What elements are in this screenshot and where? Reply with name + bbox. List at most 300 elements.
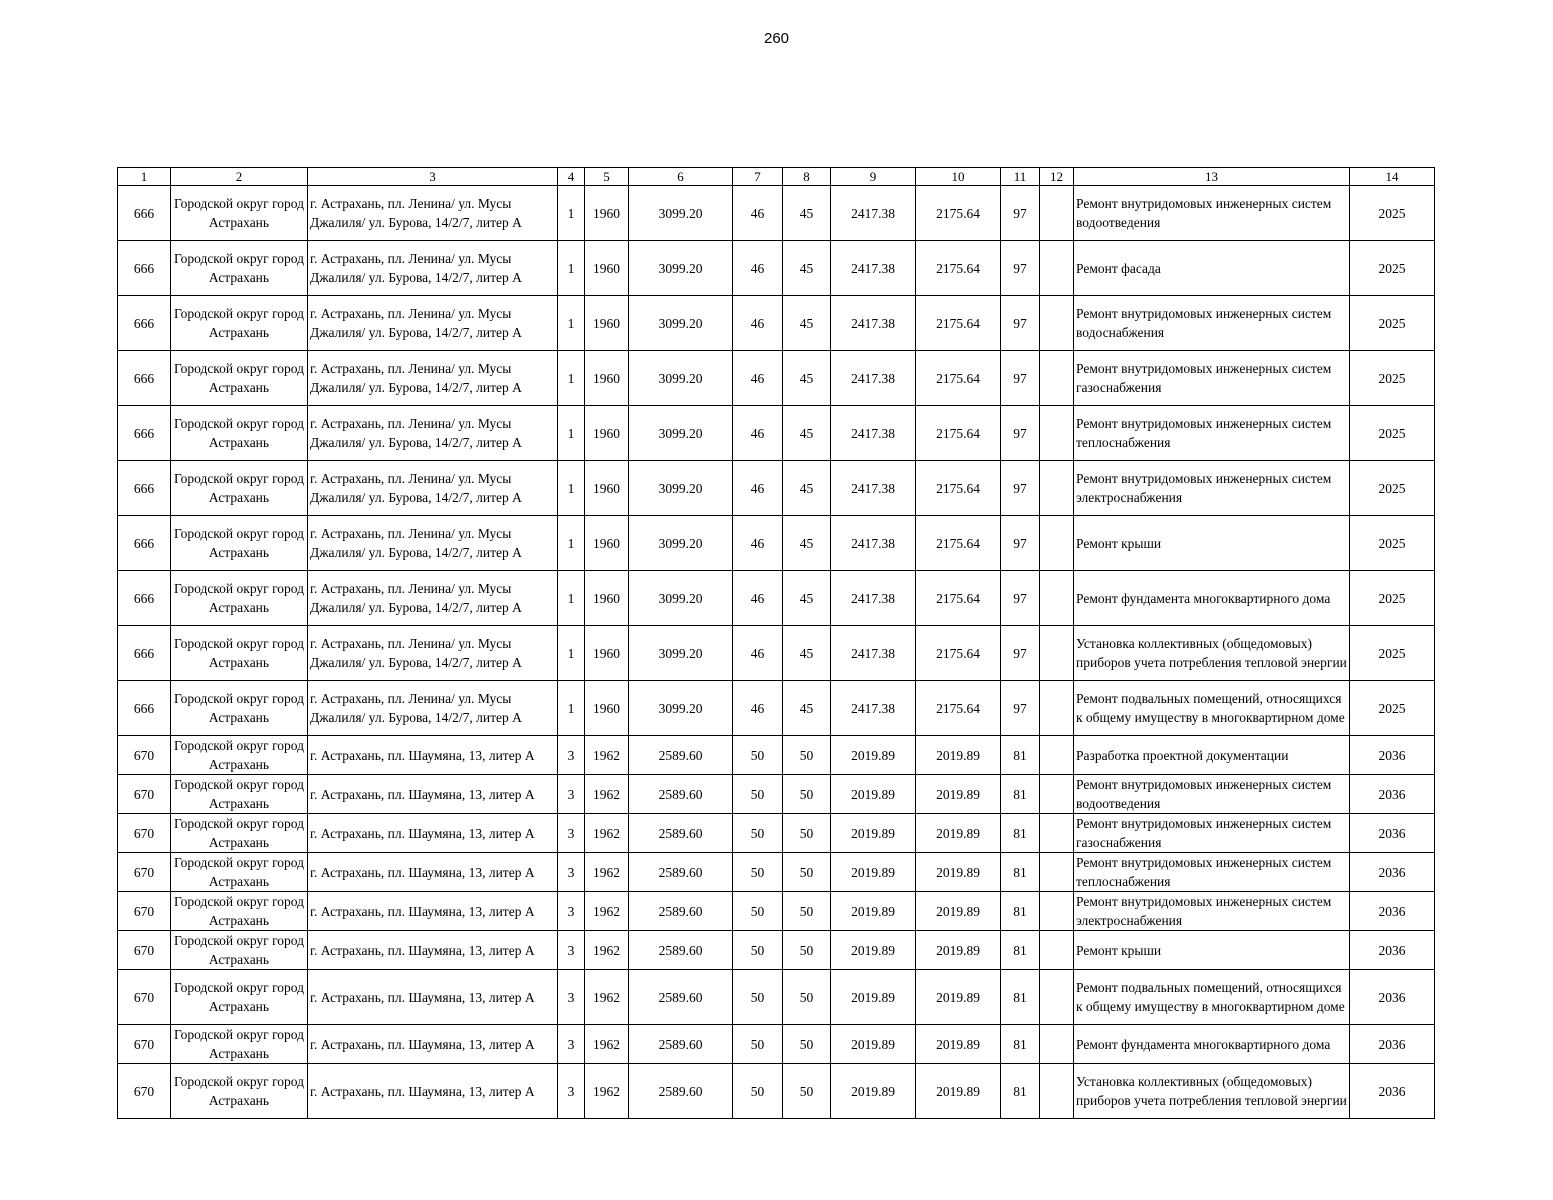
cell-col-10: 2175.64 <box>916 406 1001 461</box>
column-header-11: 11 <box>1001 168 1040 186</box>
cell-total-area: 3099.20 <box>629 296 733 351</box>
cell-col-8: 50 <box>783 1064 831 1119</box>
cell-record-number: 666 <box>118 296 171 351</box>
cell-col-7: 46 <box>733 351 783 406</box>
cell-col-9: 2417.38 <box>831 241 916 296</box>
cell-col-4: 3 <box>558 853 585 892</box>
cell-col-8: 45 <box>783 186 831 241</box>
cell-col-9: 2417.38 <box>831 571 916 626</box>
table-row <box>118 970 1435 1025</box>
cell-col-4: 3 <box>558 736 585 775</box>
cell-year-built: 1962 <box>585 1064 629 1119</box>
cell-record-number: 666 <box>118 186 171 241</box>
cell-col-4: 1 <box>558 626 585 681</box>
cell-planned-year: 2025 <box>1350 461 1435 516</box>
cell-year-built: 1960 <box>585 186 629 241</box>
page-number: 260 <box>763 30 790 47</box>
column-header-2: 2 <box>171 168 308 186</box>
cell-work-type: Ремонт крыши <box>1074 516 1350 571</box>
cell-municipality: Городской округ город Астрахань <box>171 571 308 626</box>
cell-planned-year: 2036 <box>1350 736 1435 775</box>
cell-col-9: 2417.38 <box>831 186 916 241</box>
cell-total-area: 3099.20 <box>629 681 733 736</box>
table-row <box>118 186 1435 241</box>
table-row <box>118 296 1435 351</box>
cell-col-7: 46 <box>733 186 783 241</box>
cell-col-7: 50 <box>733 1064 783 1119</box>
cell-col-10: 2019.89 <box>916 853 1001 892</box>
cell-municipality: Городской округ город Астрахань <box>171 516 308 571</box>
cell-year-built: 1962 <box>585 892 629 931</box>
cell-col-9: 2019.89 <box>831 931 916 970</box>
cell-col-8: 45 <box>783 626 831 681</box>
cell-col-8: 50 <box>783 1025 831 1064</box>
cell-record-number: 670 <box>118 775 171 814</box>
cell-address: г. Астрахань, пл. Шаумяна, 13, литер А <box>308 931 558 970</box>
cell-total-area: 3099.20 <box>629 571 733 626</box>
cell-col-4: 3 <box>558 931 585 970</box>
cell-total-area: 2589.60 <box>629 931 733 970</box>
cell-municipality: Городской округ город Астрахань <box>171 853 308 892</box>
cell-year-built: 1960 <box>585 296 629 351</box>
cell-work-type: Ремонт фундамента многоквартирного дома <box>1074 571 1350 626</box>
cell-work-type: Ремонт внутридомовых инженерных систем газоснабжения <box>1074 351 1350 406</box>
cell-col-7: 50 <box>733 1025 783 1064</box>
cell-year-built: 1962 <box>585 1025 629 1064</box>
cell-work-type: Ремонт фундамента многоквартирного дома <box>1074 1025 1350 1064</box>
cell-record-number: 670 <box>118 931 171 970</box>
cell-col-11: 97 <box>1001 571 1040 626</box>
cell-record-number: 666 <box>118 241 171 296</box>
cell-col-8: 45 <box>783 296 831 351</box>
cell-total-area: 3099.20 <box>629 186 733 241</box>
cell-work-type: Ремонт крыши <box>1074 931 1350 970</box>
cell-col-7: 50 <box>733 736 783 775</box>
cell-address: г. Астрахань, пл. Ленина/ ул. Мусы Джалиля/ ул. Бурова, 14/2/7, литер А <box>308 571 558 626</box>
cell-col-11: 97 <box>1001 241 1040 296</box>
table-row <box>118 516 1435 571</box>
cell-record-number: 670 <box>118 970 171 1025</box>
table-row <box>118 406 1435 461</box>
cell-col-7: 46 <box>733 241 783 296</box>
cell-year-built: 1962 <box>585 853 629 892</box>
cell-planned-year: 2036 <box>1350 892 1435 931</box>
cell-work-type: Ремонт фасада <box>1074 241 1350 296</box>
cell-address: г. Астрахань, пл. Ленина/ ул. Мусы Джалиля/ ул. Бурова, 14/2/7, литер А <box>308 406 558 461</box>
table-row <box>118 626 1435 681</box>
cell-col-7: 46 <box>733 406 783 461</box>
cell-col-11: 97 <box>1001 351 1040 406</box>
cell-col-12 <box>1040 853 1074 892</box>
cell-year-built: 1962 <box>585 970 629 1025</box>
cell-address: г. Астрахань, пл. Ленина/ ул. Мусы Джалиля/ ул. Бурова, 14/2/7, литер А <box>308 186 558 241</box>
cell-col-7: 46 <box>733 681 783 736</box>
cell-col-10: 2175.64 <box>916 681 1001 736</box>
cell-planned-year: 2025 <box>1350 186 1435 241</box>
column-header-14: 14 <box>1350 168 1435 186</box>
cell-planned-year: 2025 <box>1350 626 1435 681</box>
cell-municipality: Городской округ город Астрахань <box>171 296 308 351</box>
cell-municipality: Городской округ город Астрахань <box>171 814 308 853</box>
cell-col-4: 3 <box>558 970 585 1025</box>
cell-col-4: 1 <box>558 406 585 461</box>
cell-year-built: 1960 <box>585 241 629 296</box>
cell-col-8: 50 <box>783 814 831 853</box>
cell-work-type: Ремонт внутридомовых инженерных систем электроснабжения <box>1074 461 1350 516</box>
cell-municipality: Городской округ город Астрахань <box>171 626 308 681</box>
cell-work-type: Ремонт внутридомовых инженерных систем водоснабжения <box>1074 296 1350 351</box>
cell-total-area: 2589.60 <box>629 853 733 892</box>
cell-col-7: 46 <box>733 516 783 571</box>
cell-col-10: 2175.64 <box>916 186 1001 241</box>
cell-address: г. Астрахань, пл. Ленина/ ул. Мусы Джалиля/ ул. Бурова, 14/2/7, литер А <box>308 296 558 351</box>
cell-planned-year: 2036 <box>1350 970 1435 1025</box>
cell-work-type: Ремонт внутридомовых инженерных систем теплоснабжения <box>1074 406 1350 461</box>
cell-col-11: 97 <box>1001 516 1040 571</box>
cell-col-10: 2175.64 <box>916 516 1001 571</box>
cell-col-7: 50 <box>733 970 783 1025</box>
cell-planned-year: 2025 <box>1350 296 1435 351</box>
cell-work-type: Ремонт внутридомовых инженерных систем водоотведения <box>1074 775 1350 814</box>
cell-record-number: 666 <box>118 406 171 461</box>
column-header-9: 9 <box>831 168 916 186</box>
cell-planned-year: 2036 <box>1350 853 1435 892</box>
cell-col-11: 81 <box>1001 1025 1040 1064</box>
cell-col-12 <box>1040 1025 1074 1064</box>
cell-col-10: 2019.89 <box>916 970 1001 1025</box>
table-row <box>118 241 1435 296</box>
cell-municipality: Городской округ город Астрахань <box>171 681 308 736</box>
cell-col-8: 50 <box>783 853 831 892</box>
cell-col-10: 2019.89 <box>916 1025 1001 1064</box>
cell-col-12 <box>1040 931 1074 970</box>
table-row <box>118 1064 1435 1119</box>
cell-col-12 <box>1040 775 1074 814</box>
cell-planned-year: 2036 <box>1350 814 1435 853</box>
cell-year-built: 1962 <box>585 814 629 853</box>
table-row <box>118 571 1435 626</box>
cell-record-number: 666 <box>118 351 171 406</box>
column-header-8: 8 <box>783 168 831 186</box>
cell-work-type: Ремонт внутридомовых инженерных систем газоснабжения <box>1074 814 1350 853</box>
cell-col-4: 1 <box>558 516 585 571</box>
cell-address: г. Астрахань, пл. Ленина/ ул. Мусы Джалиля/ ул. Бурова, 14/2/7, литер А <box>308 241 558 296</box>
cell-municipality: Городской округ город Астрахань <box>171 351 308 406</box>
repair-schedule-table <box>117 167 1435 1119</box>
cell-address: г. Астрахань, пл. Шаумяна, 13, литер А <box>308 736 558 775</box>
column-header-5: 5 <box>585 168 629 186</box>
cell-col-8: 50 <box>783 736 831 775</box>
cell-col-9: 2019.89 <box>831 814 916 853</box>
cell-planned-year: 2036 <box>1350 1025 1435 1064</box>
cell-col-11: 81 <box>1001 814 1040 853</box>
cell-record-number: 666 <box>118 681 171 736</box>
cell-work-type: Установка коллективных (общедомовых) приборов учета потребления тепловой энергии <box>1074 1064 1350 1119</box>
table-row <box>118 853 1435 892</box>
cell-work-type: Ремонт внутридомовых инженерных систем электроснабжения <box>1074 892 1350 931</box>
cell-col-4: 1 <box>558 296 585 351</box>
cell-planned-year: 2025 <box>1350 406 1435 461</box>
cell-address: г. Астрахань, пл. Ленина/ ул. Мусы Джалиля/ ул. Бурова, 14/2/7, литер А <box>308 351 558 406</box>
cell-address: г. Астрахань, пл. Ленина/ ул. Мусы Джалиля/ ул. Бурова, 14/2/7, литер А <box>308 461 558 516</box>
cell-work-type: Установка коллективных (общедомовых) приборов учета потребления тепловой энергии <box>1074 626 1350 681</box>
cell-total-area: 3099.20 <box>629 241 733 296</box>
cell-year-built: 1960 <box>585 571 629 626</box>
cell-planned-year: 2025 <box>1350 571 1435 626</box>
cell-col-11: 97 <box>1001 681 1040 736</box>
cell-col-8: 50 <box>783 931 831 970</box>
cell-municipality: Городской округ город Астрахань <box>171 1064 308 1119</box>
cell-municipality: Городской округ город Астрахань <box>171 775 308 814</box>
table-row <box>118 775 1435 814</box>
cell-year-built: 1960 <box>585 406 629 461</box>
cell-col-11: 97 <box>1001 186 1040 241</box>
cell-municipality: Городской округ город Астрахань <box>171 461 308 516</box>
cell-col-7: 50 <box>733 814 783 853</box>
cell-col-9: 2019.89 <box>831 1064 916 1119</box>
cell-address: г. Астрахань, пл. Шаумяна, 13, литер А <box>308 814 558 853</box>
cell-col-8: 45 <box>783 351 831 406</box>
cell-col-11: 97 <box>1001 461 1040 516</box>
cell-planned-year: 2025 <box>1350 681 1435 736</box>
cell-col-10: 2019.89 <box>916 775 1001 814</box>
cell-col-11: 81 <box>1001 775 1040 814</box>
cell-record-number: 670 <box>118 814 171 853</box>
cell-address: г. Астрахань, пл. Ленина/ ул. Мусы Джалиля/ ул. Бурова, 14/2/7, литер А <box>308 626 558 681</box>
cell-col-8: 50 <box>783 775 831 814</box>
cell-col-8: 45 <box>783 461 831 516</box>
cell-col-8: 50 <box>783 970 831 1025</box>
cell-col-7: 50 <box>733 853 783 892</box>
cell-col-4: 1 <box>558 351 585 406</box>
cell-work-type: Ремонт подвальных помещений, относящихся к общему имуществу в многоквартирном доме <box>1074 681 1350 736</box>
cell-col-7: 46 <box>733 461 783 516</box>
cell-address: г. Астрахань, пл. Ленина/ ул. Мусы Джалиля/ ул. Бурова, 14/2/7, литер А <box>308 516 558 571</box>
cell-col-12 <box>1040 241 1074 296</box>
cell-col-12 <box>1040 626 1074 681</box>
column-header-1: 1 <box>118 168 171 186</box>
cell-col-12 <box>1040 351 1074 406</box>
cell-col-12 <box>1040 571 1074 626</box>
cell-record-number: 670 <box>118 1025 171 1064</box>
table-row <box>118 814 1435 853</box>
cell-year-built: 1962 <box>585 736 629 775</box>
cell-year-built: 1960 <box>585 461 629 516</box>
cell-col-7: 46 <box>733 571 783 626</box>
cell-col-9: 2417.38 <box>831 296 916 351</box>
cell-col-11: 97 <box>1001 296 1040 351</box>
cell-record-number: 670 <box>118 892 171 931</box>
cell-col-10: 2019.89 <box>916 892 1001 931</box>
cell-col-10: 2019.89 <box>916 1064 1001 1119</box>
cell-total-area: 2589.60 <box>629 892 733 931</box>
cell-col-4: 3 <box>558 775 585 814</box>
cell-col-4: 3 <box>558 814 585 853</box>
cell-col-10: 2019.89 <box>916 814 1001 853</box>
cell-col-7: 46 <box>733 626 783 681</box>
cell-municipality: Городской округ город Астрахань <box>171 931 308 970</box>
cell-address: г. Астрахань, пл. Шаумяна, 13, литер А <box>308 853 558 892</box>
column-header-6: 6 <box>629 168 733 186</box>
cell-col-4: 1 <box>558 461 585 516</box>
cell-record-number: 670 <box>118 1064 171 1119</box>
cell-planned-year: 2025 <box>1350 351 1435 406</box>
cell-address: г. Астрахань, пл. Шаумяна, 13, литер А <box>308 1064 558 1119</box>
table-row <box>118 736 1435 775</box>
cell-col-10: 2175.64 <box>916 571 1001 626</box>
column-number-row <box>118 168 1435 186</box>
column-header-13: 13 <box>1074 168 1350 186</box>
cell-col-9: 2417.38 <box>831 351 916 406</box>
table-row <box>118 351 1435 406</box>
cell-col-11: 81 <box>1001 736 1040 775</box>
cell-col-9: 2417.38 <box>831 681 916 736</box>
cell-col-9: 2019.89 <box>831 970 916 1025</box>
cell-col-11: 81 <box>1001 970 1040 1025</box>
cell-col-9: 2019.89 <box>831 736 916 775</box>
cell-col-11: 97 <box>1001 626 1040 681</box>
cell-col-7: 50 <box>733 931 783 970</box>
cell-total-area: 2589.60 <box>629 814 733 853</box>
cell-col-11: 97 <box>1001 406 1040 461</box>
cell-col-4: 3 <box>558 1064 585 1119</box>
cell-col-12 <box>1040 814 1074 853</box>
cell-col-8: 45 <box>783 571 831 626</box>
cell-col-10: 2175.64 <box>916 461 1001 516</box>
column-header-3: 3 <box>308 168 558 186</box>
cell-record-number: 670 <box>118 853 171 892</box>
cell-col-7: 50 <box>733 892 783 931</box>
cell-year-built: 1960 <box>585 681 629 736</box>
cell-col-4: 1 <box>558 241 585 296</box>
cell-col-11: 81 <box>1001 892 1040 931</box>
cell-col-12 <box>1040 681 1074 736</box>
cell-col-10: 2175.64 <box>916 241 1001 296</box>
table-row <box>118 461 1435 516</box>
cell-total-area: 3099.20 <box>629 406 733 461</box>
cell-col-9: 2417.38 <box>831 406 916 461</box>
cell-col-12 <box>1040 186 1074 241</box>
cell-year-built: 1962 <box>585 775 629 814</box>
cell-col-9: 2019.89 <box>831 853 916 892</box>
cell-planned-year: 2025 <box>1350 241 1435 296</box>
cell-total-area: 3099.20 <box>629 461 733 516</box>
cell-col-4: 3 <box>558 1025 585 1064</box>
cell-address: г. Астрахань, пл. Шаумяна, 13, литер А <box>308 970 558 1025</box>
cell-planned-year: 2025 <box>1350 516 1435 571</box>
cell-col-12 <box>1040 970 1074 1025</box>
cell-col-12 <box>1040 406 1074 461</box>
cell-total-area: 2589.60 <box>629 1025 733 1064</box>
column-header-7: 7 <box>733 168 783 186</box>
cell-municipality: Городской округ город Астрахань <box>171 970 308 1025</box>
column-header-12: 12 <box>1040 168 1074 186</box>
cell-total-area: 2589.60 <box>629 1064 733 1119</box>
cell-col-9: 2019.89 <box>831 892 916 931</box>
column-header-10: 10 <box>916 168 1001 186</box>
cell-col-12 <box>1040 1064 1074 1119</box>
cell-work-type: Ремонт подвальных помещений, относящихся к общему имуществу в многоквартирном доме <box>1074 970 1350 1025</box>
cell-planned-year: 2036 <box>1350 775 1435 814</box>
cell-col-10: 2175.64 <box>916 351 1001 406</box>
column-header-4: 4 <box>558 168 585 186</box>
cell-address: г. Астрахань, пл. Ленина/ ул. Мусы Джалиля/ ул. Бурова, 14/2/7, литер А <box>308 681 558 736</box>
cell-address: г. Астрахань, пл. Шаумяна, 13, литер А <box>308 1025 558 1064</box>
cell-col-12 <box>1040 516 1074 571</box>
cell-record-number: 666 <box>118 571 171 626</box>
cell-col-10: 2019.89 <box>916 736 1001 775</box>
cell-col-8: 50 <box>783 892 831 931</box>
cell-col-7: 50 <box>733 775 783 814</box>
cell-col-11: 81 <box>1001 1064 1040 1119</box>
cell-col-8: 45 <box>783 681 831 736</box>
cell-col-12 <box>1040 892 1074 931</box>
cell-year-built: 1960 <box>585 351 629 406</box>
cell-municipality: Городской округ город Астрахань <box>171 892 308 931</box>
cell-work-type: Ремонт внутридомовых инженерных систем водоотведения <box>1074 186 1350 241</box>
cell-col-9: 2417.38 <box>831 516 916 571</box>
table-row <box>118 681 1435 736</box>
cell-col-8: 45 <box>783 406 831 461</box>
table-row <box>118 931 1435 970</box>
cell-col-4: 1 <box>558 571 585 626</box>
cell-municipality: Городской округ город Астрахань <box>171 1025 308 1064</box>
cell-planned-year: 2036 <box>1350 931 1435 970</box>
cell-record-number: 670 <box>118 736 171 775</box>
cell-col-4: 1 <box>558 186 585 241</box>
cell-planned-year: 2036 <box>1350 1064 1435 1119</box>
cell-col-10: 2019.89 <box>916 931 1001 970</box>
cell-total-area: 2589.60 <box>629 736 733 775</box>
cell-col-10: 2175.64 <box>916 296 1001 351</box>
cell-col-4: 3 <box>558 892 585 931</box>
cell-total-area: 2589.60 <box>629 775 733 814</box>
table-row <box>118 1025 1435 1064</box>
cell-col-10: 2175.64 <box>916 626 1001 681</box>
cell-record-number: 666 <box>118 626 171 681</box>
table-body <box>118 186 1435 1119</box>
cell-address: г. Астрахань, пл. Шаумяна, 13, литер А <box>308 892 558 931</box>
cell-municipality: Городской округ город Астрахань <box>171 736 308 775</box>
cell-year-built: 1960 <box>585 516 629 571</box>
cell-total-area: 3099.20 <box>629 516 733 571</box>
cell-col-11: 81 <box>1001 931 1040 970</box>
cell-col-9: 2019.89 <box>831 775 916 814</box>
cell-col-11: 81 <box>1001 853 1040 892</box>
cell-municipality: Городской округ город Астрахань <box>171 186 308 241</box>
cell-col-9: 2417.38 <box>831 626 916 681</box>
cell-col-8: 45 <box>783 516 831 571</box>
cell-total-area: 3099.20 <box>629 626 733 681</box>
table-row <box>118 892 1435 931</box>
cell-year-built: 1962 <box>585 931 629 970</box>
cell-work-type: Разработка проектной документации <box>1074 736 1350 775</box>
cell-record-number: 666 <box>118 516 171 571</box>
cell-total-area: 3099.20 <box>629 351 733 406</box>
cell-total-area: 2589.60 <box>629 970 733 1025</box>
cell-col-7: 46 <box>733 296 783 351</box>
cell-col-8: 45 <box>783 241 831 296</box>
cell-work-type: Ремонт внутридомовых инженерных систем теплоснабжения <box>1074 853 1350 892</box>
cell-record-number: 666 <box>118 461 171 516</box>
cell-municipality: Городской округ город Астрахань <box>171 406 308 461</box>
cell-col-12 <box>1040 461 1074 516</box>
cell-municipality: Городской округ город Астрахань <box>171 241 308 296</box>
cell-col-12 <box>1040 736 1074 775</box>
cell-year-built: 1960 <box>585 626 629 681</box>
cell-col-9: 2417.38 <box>831 461 916 516</box>
cell-address: г. Астрахань, пл. Шаумяна, 13, литер А <box>308 775 558 814</box>
